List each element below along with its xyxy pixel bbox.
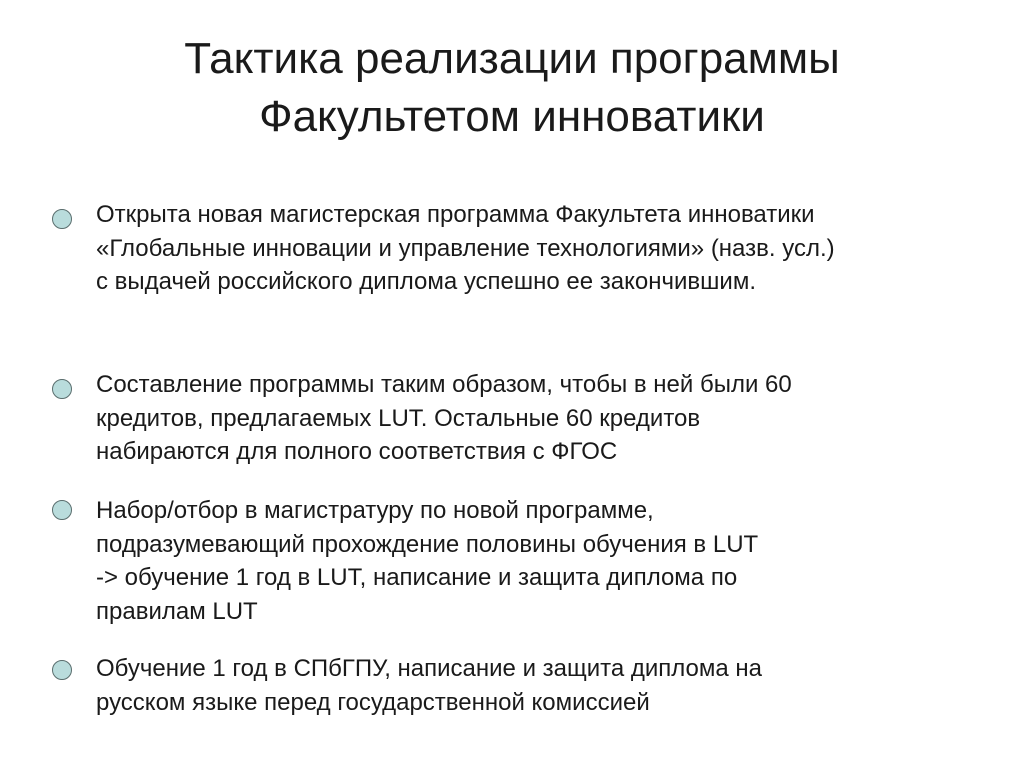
bullet-line: правилам LUT <box>96 597 258 625</box>
bullet-line: подразумевающий прохождение половины обучения в LUT <box>96 530 759 558</box>
slide-title-line-1: Тактика реализации программы <box>184 34 840 83</box>
bullet-circle-icon <box>52 379 72 399</box>
bullet-circle-icon <box>52 660 72 680</box>
bullet-text <box>96 652 976 719</box>
bullet-circle-icon <box>52 500 72 520</box>
bullet-line: с выдачей российского диплома успешно ее закончившим. <box>96 268 756 295</box>
slide-title-line-2: Факультетом инноватики <box>259 92 765 141</box>
bullet-text <box>96 494 976 628</box>
bullet-line: кредитов, предлагаемых LUT. Остальные 60 кредитов <box>96 404 701 432</box>
bullet-line: «Глобальные инновации и управление технологиями» (назв. усл.) <box>96 234 835 262</box>
bullet-text <box>96 368 976 469</box>
bullet-text <box>96 198 976 299</box>
bullet-line: Обучение 1 год в СПбГПУ, написание и защита диплома на <box>96 655 763 682</box>
bullet-line: русском языке перед государственной комиссией <box>96 688 650 716</box>
slide-title <box>0 30 1024 146</box>
bullet-line: -> обучение 1 год в LUT, написание и защита диплома по <box>96 564 738 591</box>
bullet-line: набираются для полного соответствия с ФГОС <box>96 438 618 465</box>
bullet-line: Составление программы таким образом, чтобы в ней были 60 <box>96 371 792 398</box>
bullet-line: Открыта новая магистерская программа Факультета инноватики <box>96 201 815 228</box>
bullet-circle-icon <box>52 209 72 229</box>
bullet-line: Набор/отбор в магистратуру по новой программе, <box>96 497 654 524</box>
